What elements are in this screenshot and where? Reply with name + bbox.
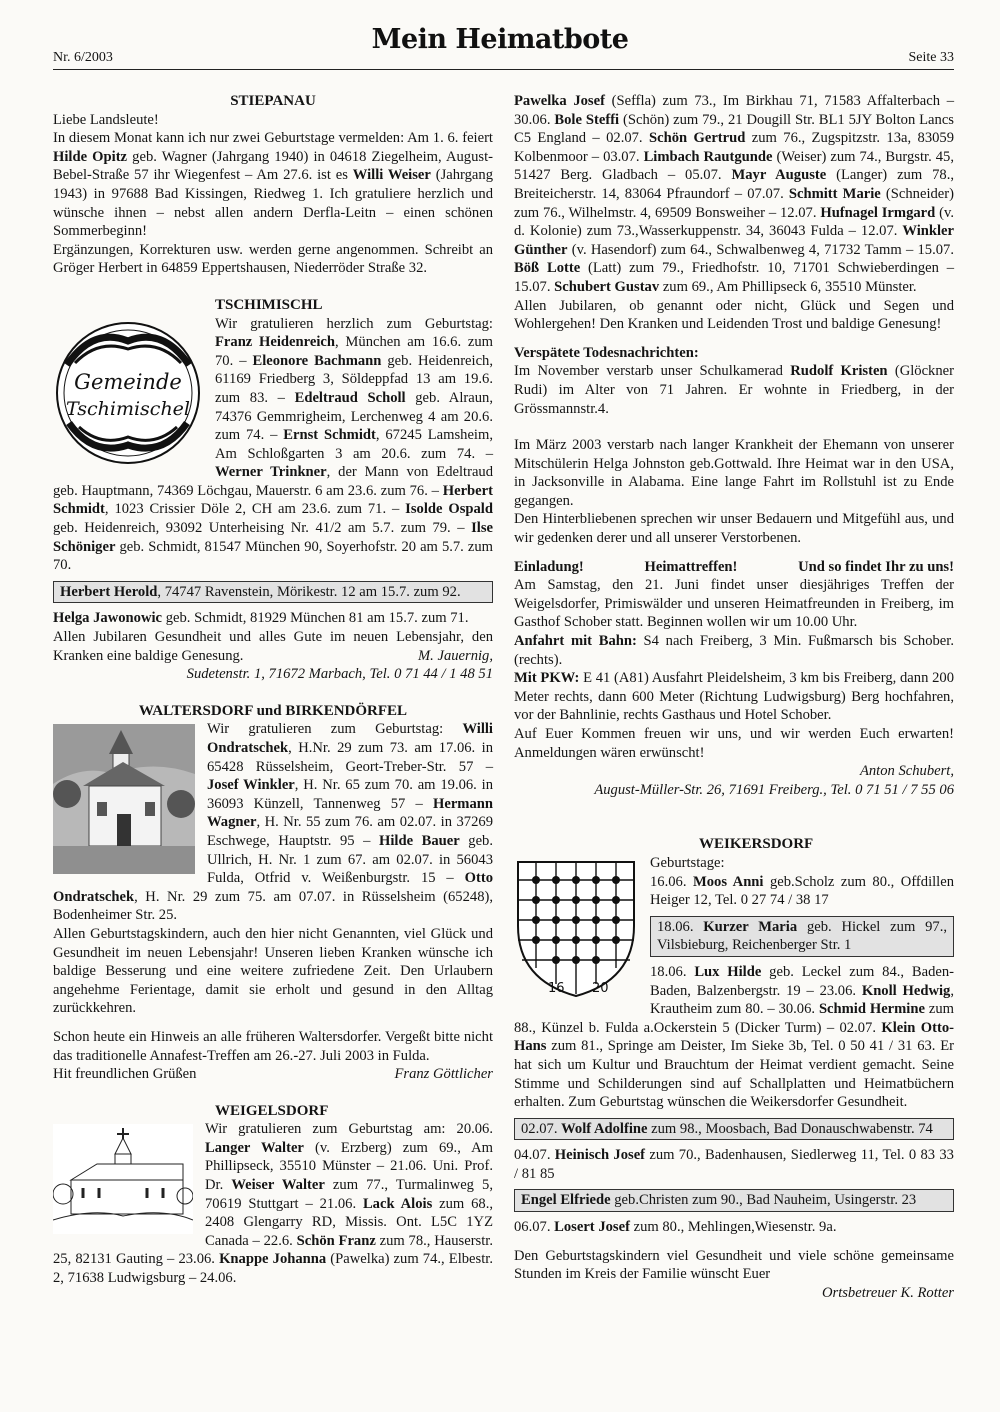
greeting: Liebe Landsleute! [53, 111, 159, 128]
paragraph: Im März 2003 verstarb nach langer Krankheit der Ehemann von unserer Mitschülerin Helga Johnston geb.Gottwald. Ihre Heimat war in den USA, in Jacksonville in Alabama. Eine lange Fahrt im Rollstuhl ist zu Ende gegangen. [514, 437, 954, 509]
paragraph: Auf Euer Kommen freuen wir uns, und wir werden Euch erwarten! Anmeldungen wären erwünscht! [514, 726, 954, 761]
header-rule [53, 69, 954, 70]
svg-text:20: 20 [592, 980, 609, 996]
section-stiepanau [53, 92, 493, 278]
person-name: Willi Weiser [352, 167, 431, 184]
page-number: Seite 33 [908, 50, 954, 65]
section-weikersdorf [514, 835, 954, 1302]
coat-of-arms [514, 856, 638, 1012]
paragraph: Hit freundlichen Grüßen Franz Göttlicher [53, 1066, 493, 1083]
paragraph: Schon heute ein Hinweis an alle früheren Waltersdorfer. Vergeßt bitte nicht das traditionelle Annafest-Treffen am 26.-27. Juli 2003 in Fulda. [53, 1028, 493, 1064]
seal-icon [53, 319, 203, 467]
signature-name: Anton Schubert, [859, 763, 954, 780]
issue-number: Nr. 6/2003 [53, 50, 113, 65]
paragraph: Mit PKW: E 41 (A81) Ausfahrt Pleidelsheim, 3 km bis Freiberg, dann 200 Meter rechts, dann 600 Meter (Richtung Ludwigsburg) Berg hochfahren, vor der Bahnlinie, rechts Gasthaus und Hotel Schober. [514, 670, 954, 724]
highlight-box: Herbert Herold, 74747 Ravenstein, Mörikestr. 12 am 15.7. zum 92. [53, 581, 493, 604]
paragraph: 04.07. Heinisch Josef zum 70., Badenhausen, Siedlerweg 11, Tel. 0 83 33 / 81 85 [514, 1147, 954, 1182]
church-icon [53, 1124, 193, 1234]
paragraph: Helga Jawonowic geb. Schmidt, 81929 München 81 am 15.7. zum 71. [53, 610, 469, 627]
paragraph: Allen Jubilaren, ob genannt oder nicht, Glück und Segen und Wohlergehen! Den Kranken und Leidenden Trost und baldige Genesung! [514, 297, 954, 333]
paragraph: Wir gratulieren herzlich zum Geburtstag: Franz Heidenreich, München am 16.6. zum 70. – Eleonore Bachmann geb. Heidenreich, 61169 Friedberg 3, Söldерpfad 13 am 19.6. zum 83. – Edeltraud Scholl geb. Alraun, 74376 Gemmrigheim, Lerchenweg 4 am 20.6. zum 74. – Ernst Schmidt, 67245 Lamsheim, Am Schloßgarten 3 am 20.6. zum 74. – Werner Trinkner, der Mann von Edeltraud geb. Hauptmann, 74369 Löchgau, Mauerstr. 6 am 23.6. zum 76. – Herbert Schmidt, 1023 Crissier Döle 2, CH am 23.6. zum 71. – Isolde Ospald geb. Heidenreich, 93092 Unterheising Nr. 41/2 am 5.7. zum 79. – Ilse Schöniger geb. Schmidt, 81547 München 90, Soyerhofstr. 20 am 5.7. zum 70. [53, 315, 494, 574]
paragraph: Anfahrt mit Bahn: S4 nach Freiberg, 3 Min. Fußmarsch bis Schober. (rechts). [514, 633, 954, 668]
highlight-box: Engel Elfriede geb.Christen zum 90., Bad Nauheim, Usingerstr. 23 [514, 1189, 954, 1212]
section-waltersdorf [53, 702, 493, 1084]
svg-text:16: 16 [548, 980, 565, 996]
highlight-box: 02.07. Wolf Adolfine zum 98., Moosbach, Bad Donauschwabenstr. 74 [514, 1118, 954, 1141]
highlight-box: 18.06. Kurzer Maria geb. Hickel zum 97., Vilsbieburg, Reichenberger Str. 1 [650, 916, 954, 957]
section-title: TSCHIMISCHL [215, 296, 323, 313]
invitation-heading: Einladung! Heimattreffen! Und so findet Ihr zu uns! [514, 558, 954, 575]
paragraph: Am Samstag, den 21. Juni findet unser diesjähriges Treffen der Weigelsdorfer, Primiswälder und unseren Heimatfreunden in Freiberg, im Gasthof Schober statt. Beginnen wollen wir um 10.00 Uhr. [514, 577, 954, 631]
chapel-icon [53, 724, 195, 874]
paragraph: Pawelka Josef (Seffla) zum 73., Im Birkhau 71, 71583 Affalterbach – 30.06. Bole Steffi (Schön) zum 79., 21 Dougill Str. BL1 5JY Bolton Lancs C5 England – 02.07. Schön Gertrud zum 76., Zugspitzstr. 13a, 83059 Kolbenmoor – 03.07. Limbach Rautgunde (Weiser) zum 74., Burgstr. 45, 51427 Berg. Gladbach – 05.07. Mayr Auguste (Langer) zum 78., Breitеicherstr. 14, 83064 Pfraundorf – 07.07. Schmitt Marie (Schneider) zum 76., Wilhelmstr. 4, 69509 Bonsweiher – 12.07. Hufnagel Irmgard (v. d. Kolonie) zum 73.,Wasserkuppenstr. 34, 36043 Fulda – 12.07. Winkler Günther (v. Hasendorf) zum 64., Schwalbenweg 4, 71732 Tamm – 15.07. Böß Lotte (Latt) zum 79., Friedhofstr. 10, 71701 Schwieberdingen – 15.07. Schubert Gustav zum 69., Am Phillipseck 6, 35510 Münster. [514, 93, 955, 295]
paragraph: Den Geburtstagskindern viel Gesundheit und viele schöne gemeinsame Stunden im Kreis der Familie wünscht Euer [514, 1247, 954, 1283]
paragraph: Wir gratulieren zum Geburtstag: Willi Ondratschek, H.Nr. 29 zum 73. am 17.06. in 65428 Rüsselsheim, Geort-Treber-Str. 57 – Josef Winkler, H. Nr. 65 zum 70. am 19.06. in 36093 Künzell, Tannenweg 57 – Hermann Wagner, H. Nr. 55 zum 76. am 02.07. in 37269 Eschwege, Hauptstr. 95 – Hilde Bauer geb. Ullrich, H. Nr. 1 zum 67. am 02.07. in 56043 Fulda, Otfrid v. Weißenburgstr. 15 – Otto Ondratschek, H. Nr. 29 zum 75. am 07.07. in Rüsselsheim (65248), Bodenheimer Str. 25. [53, 721, 493, 924]
section-title: STIEPANAU [230, 93, 316, 109]
subheading: Verspätete Todesnachrichten: [514, 344, 699, 361]
paragraph: Allen Jubilaren Gesundheit und alles Gute im neuen Lebensjahr, den Kranken eine baldige Genesung. M. Jauernig, [53, 629, 493, 664]
church-illustration [53, 1124, 193, 1240]
signature-address: Sudetenstr. 1, 71672 Marbach, Tel. 0 71 44 / 1 48 51 [186, 666, 493, 683]
person-name: Hilde Opitz [53, 148, 128, 165]
signature-address: August-Müller-Str. 26, 71691 Freiberg., Tel. 0 71 51 / 7 55 06 [594, 781, 954, 798]
signature: Ortsbetreuer K. Rotter [821, 1284, 954, 1301]
paragraph: Geburtstage: [650, 854, 725, 871]
paragraph: 06.07. Losert Josef zum 80., Mehlingen,Wiesenstr. 9a. [514, 1219, 837, 1236]
left-column [53, 92, 493, 1288]
paragraph: Ergänzungen, Korrekturen usw. werden gerne angenommen. Schreibt an Gröger Herbert in 64859 Eppertshausen, Niederröder Straße 32. [53, 241, 493, 277]
svg-text:Gemeinde: Gemeinde [74, 369, 182, 394]
section-title: WEIGELSDORF [215, 1102, 329, 1119]
gemeinde-seal [53, 319, 203, 473]
paragraph: Im November verstarb unser Schulkamerad Rudolf Kristen (Glöckner Rudi) im Alter von 71 Jahren. Er wohnte in Friedberg, in der Grössmannstr.4. [514, 363, 954, 417]
paragraph: 18.06. Lux Hilde geb. Leckel zum 84., Baden-Baden, Balzenbergstr. 19 – 23.06. Knoll Hedwig, Krautheim zum 80. – 30.06. Schmid Hermine zum 88., Künzel b. Fulda a.Ockerstein 5 (Dicker Turm) – 02.07. Klein Otto-Hans zum 81., Springe am Deister, Im Sieke 3b, Tel. 0 50 41 / 31 63. Er hat sich um Kultur und Brauchtum der Heimat verdient gemacht. Seine Stimme und Schilderungen sind auf Schallplatten und Heimatbüchern erhalten. Zum Geburtstag wünschen die Weikersdorfer Gesundheit. [514, 963, 955, 1111]
right-column [514, 92, 954, 1302]
paragraph: In diesem Monat kann ich nur zwei Geburtstage vermelden: Am 1. 6. feiert Hilde Opitz geb. Wagner (Jahrgang 1940) in 04618 Ziegelheim, August-Bebel-Straße 57 ihr Wiegenfest – Am 27.6. ist es Willi Weiser (Jahrgang 1943) in 97688 Bad Kissingen, Riedweg 1. Ich gratuliere herzlich und wünsche ihnen – nebst allen andern Derfla-Leitn – einen schönen Sommerbeginn! [53, 130, 493, 240]
masthead-title: Mein Heimatbote [371, 24, 629, 55]
paragraph: Wir gratulieren zum Geburtstag am: 20.06. Langer Walter (v. Erzberg) zum 69., Am Phillipseck, 35510 Münster – 21.06. Uni. Prof. Dr. Weiser Walter zum 77., Turmalinweg 5, 70619 Stuttgart – 21.06. Lack Alois zum 68., 2408 Glengarry RD, Missis. Ont. L5C 1YZ Canada – 22.6. Schön Franz zum 78., Hauserstr. 25, 82131 Gauting – 23.06. Knappe Johanna (Pawelka) zum 74., Elbestr. 2, 71638 Ludwigsburg – 24.06. [53, 1121, 493, 1287]
paragraph: Allen Geburtstagskindern, auch den hier nicht Genannten, viel Glück und Gesundheit im neuen Lebensjahr! Unseren lieben Kranken wünsche ich baldige Besserung und eine weitere zufriedene Zeit. Den Urlaubern angehehme Ferientage, damit sie erholt und gesund in den Alltag zurückkehren. [53, 925, 493, 1017]
svg-text:Tschimischel: Tschimischel [65, 397, 191, 420]
section-weigelsdorf [53, 1102, 493, 1288]
section-title: WEIKERSDORF [699, 836, 814, 853]
section-title: WALTERSDORF und BIRKENDÖRFEL [138, 702, 408, 719]
signature: Franz Göttlicher [394, 1066, 493, 1083]
shield-icon [514, 856, 638, 1006]
section-tschimischl [53, 296, 493, 684]
paragraph: Den Hinterbliebenen sprechen wir unser Bedauern und Mitgefühl aus, und wir gedenken derer und all unserer Verstorbenen. [514, 511, 954, 547]
paragraph: 16.06. Moos Anni geb.Scholz zum 80., Offdillen Heiger 12, Tel. 0 27 74 / 38 17 [650, 873, 955, 909]
chapel-illustration [53, 724, 195, 880]
